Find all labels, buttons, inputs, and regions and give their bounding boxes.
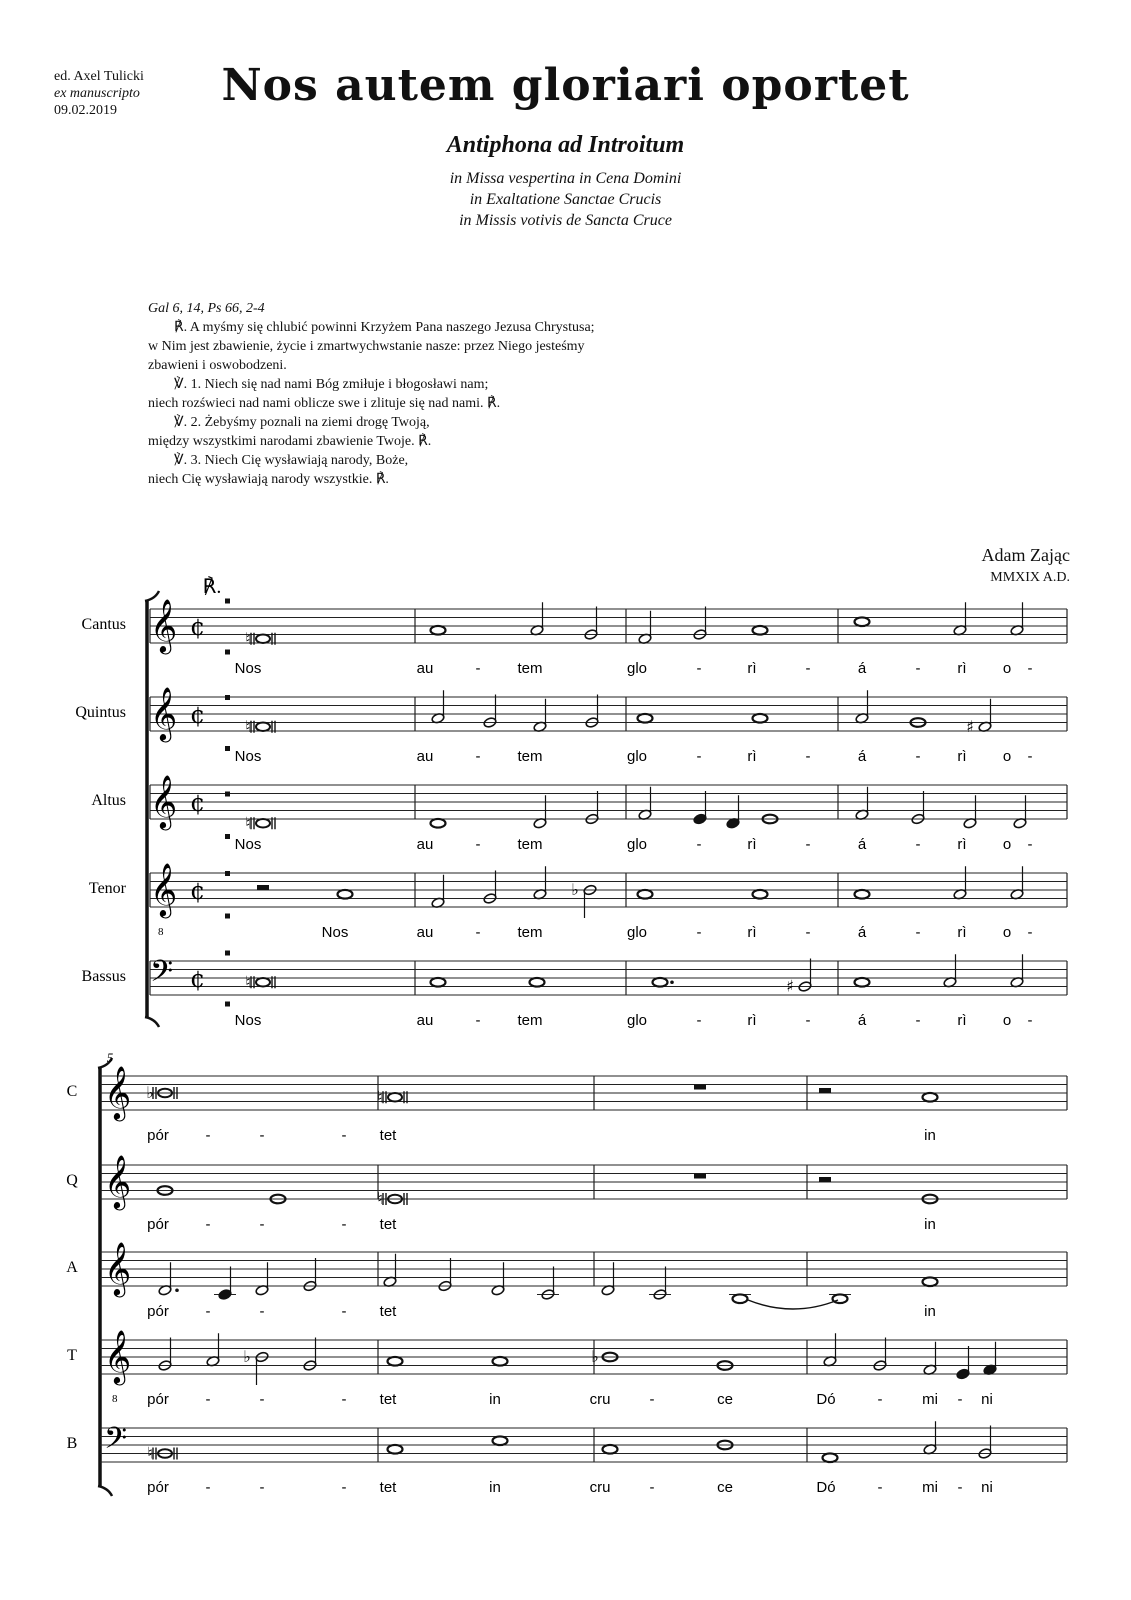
lyric-syllable: tet xyxy=(379,1303,397,1320)
voice-name: B xyxy=(66,1435,78,1452)
system-bracket xyxy=(98,1486,112,1496)
cut-time-icon: ¢ xyxy=(190,701,206,729)
lyric-syllable: glo xyxy=(626,924,648,941)
note xyxy=(601,1262,615,1296)
whole-rest xyxy=(694,1085,706,1090)
cut-time-icon: ¢ xyxy=(190,613,206,641)
system-bracket xyxy=(145,1017,159,1027)
lyric-syllable: - xyxy=(805,924,811,941)
note xyxy=(303,1258,317,1292)
voice-name: T xyxy=(67,1347,77,1364)
dot xyxy=(175,1288,179,1292)
lyric-syllable: glo xyxy=(626,748,648,765)
lyric-syllable: - xyxy=(957,1391,963,1408)
note xyxy=(855,890,870,899)
notehead xyxy=(855,617,870,626)
incipit-mark xyxy=(225,871,230,876)
note xyxy=(923,1421,937,1455)
lyric-syllable: pór xyxy=(147,1216,169,1233)
note xyxy=(855,978,870,987)
lyric-syllable: in xyxy=(489,1479,501,1496)
voice-name: C xyxy=(66,1083,78,1100)
dot xyxy=(670,980,674,984)
lyric-syllable: rì xyxy=(747,924,757,941)
lyric-syllable: - xyxy=(475,748,481,765)
lyric-syllable: o xyxy=(1002,836,1012,853)
lyric-syllable: pór xyxy=(147,1303,169,1320)
lyric-syllable: in xyxy=(489,1391,501,1408)
incipit-mark xyxy=(225,695,230,700)
lyric-syllable: - xyxy=(696,836,702,853)
lyric-syllable: au xyxy=(416,924,434,941)
notehead xyxy=(855,890,870,899)
treble-clef-icon: 𝄞 xyxy=(150,862,178,916)
lyric-syllable: ce xyxy=(717,1479,733,1496)
note xyxy=(431,978,446,987)
sharp-sign: ♮ xyxy=(377,1189,383,1208)
lyric-syllable: tet xyxy=(379,1127,397,1144)
lyric-syllable: au xyxy=(416,748,434,765)
note xyxy=(923,1277,938,1286)
translation-line: zbawieni i oswobodzeni. xyxy=(148,358,287,373)
note xyxy=(255,1262,269,1296)
lyric-syllable: - xyxy=(341,1479,347,1496)
note xyxy=(483,871,497,905)
treble-clef-icon: 𝄞 xyxy=(104,1154,132,1208)
note xyxy=(923,1093,938,1102)
note xyxy=(753,626,768,635)
lyric-syllable: in xyxy=(924,1127,936,1144)
note xyxy=(638,611,652,645)
note xyxy=(726,795,740,829)
lyric-syllable: cru xyxy=(589,1479,611,1496)
lyric-syllable: - xyxy=(696,660,702,677)
lyric-syllable: á xyxy=(857,748,867,765)
note xyxy=(383,1254,397,1288)
notehead xyxy=(753,714,768,723)
cut-time-icon: ¢ xyxy=(190,789,206,817)
note xyxy=(638,787,652,821)
lyric-syllable: - xyxy=(877,1479,883,1496)
lyric-syllable: - xyxy=(1027,660,1033,677)
lyric-syllable: - xyxy=(205,1127,211,1144)
bass-clef-icon: 𝄢 xyxy=(150,955,174,996)
lyric-syllable: tem xyxy=(517,924,543,941)
note xyxy=(956,1346,970,1380)
lyric-syllable: - xyxy=(915,660,921,677)
notehead xyxy=(388,1357,403,1366)
lyric-syllable: Nos xyxy=(234,1012,262,1029)
sharp-sign: ♮ xyxy=(245,716,251,736)
note xyxy=(855,617,870,626)
treble-clef-icon: 𝄞 xyxy=(104,1329,132,1383)
incipit-mark xyxy=(225,650,230,655)
lyric-syllable: - xyxy=(205,1216,211,1233)
note xyxy=(923,1342,937,1376)
lyric-syllable: - xyxy=(205,1303,211,1320)
edition-date: 09.02.2019 xyxy=(54,103,117,118)
notehead xyxy=(388,1093,402,1101)
lyric-syllable: rì xyxy=(747,836,757,853)
note xyxy=(431,626,446,635)
lyric-syllable: pór xyxy=(147,1479,169,1496)
translation-line: ℟. A myśmy się chlubić powinni Krzyżem Pana naszego Jezusa Chrystusa; xyxy=(174,320,595,335)
lyric-syllable: rì xyxy=(957,836,967,853)
note xyxy=(493,1436,508,1445)
translation-line: niech Cię wysławiają narody wszystkie. ℟. xyxy=(148,472,389,487)
tie xyxy=(748,1300,838,1309)
note xyxy=(377,1087,407,1106)
lyric-syllable: tem xyxy=(517,1012,543,1029)
lyric-syllable: tem xyxy=(517,660,543,677)
note xyxy=(431,819,446,828)
notehead xyxy=(923,1093,938,1102)
note xyxy=(533,795,547,829)
flat-sign: ♭ xyxy=(243,1347,251,1366)
treble-clef-icon: 𝄞 xyxy=(104,1065,132,1119)
lyric-syllable: - xyxy=(1027,748,1033,765)
note xyxy=(953,602,967,636)
lyric-syllable: - xyxy=(915,1012,921,1029)
note xyxy=(978,1426,992,1460)
lyric-syllable: rì xyxy=(957,660,967,677)
notehead xyxy=(603,1445,618,1454)
note xyxy=(943,954,957,988)
octave-eight: 8 xyxy=(112,1393,118,1405)
notehead xyxy=(388,1445,403,1454)
lyric-syllable: pór xyxy=(147,1391,169,1408)
note xyxy=(983,1342,997,1376)
note xyxy=(491,1262,505,1296)
page-title: Nos autem gloriari oportet xyxy=(221,60,910,111)
lyric-syllable: - xyxy=(259,1216,265,1233)
lyric-syllable: - xyxy=(205,1479,211,1496)
lyric-syllable: - xyxy=(475,660,481,677)
lyric-syllable: á xyxy=(857,836,867,853)
note xyxy=(911,791,925,825)
note xyxy=(873,1338,887,1372)
lyric-syllable: Nos xyxy=(321,924,349,941)
voice-name: Cantus xyxy=(81,616,126,633)
lyric-syllable: - xyxy=(475,836,481,853)
lyric-syllable: rì xyxy=(747,748,757,765)
incipit-mark xyxy=(225,792,230,797)
lyric-syllable: - xyxy=(259,1127,265,1144)
lyric-syllable: o xyxy=(1002,924,1012,941)
notehead xyxy=(338,890,353,899)
sharp-sign: ♮ xyxy=(245,972,251,992)
lyric-syllable: glo xyxy=(626,660,648,677)
notehead xyxy=(638,714,653,723)
note xyxy=(963,795,977,829)
editor-name: ed. Axel Tulicki xyxy=(54,69,144,84)
lyric-syllable: Dó xyxy=(816,1391,836,1408)
sharp-sign: ♯ xyxy=(786,976,794,996)
notehead xyxy=(256,819,270,827)
lyric-syllable: tet xyxy=(379,1479,397,1496)
incipit-mark xyxy=(225,746,230,751)
lyric-syllable: tet xyxy=(379,1216,397,1233)
lyric-syllable: - xyxy=(915,836,921,853)
lyric-syllable: - xyxy=(696,1012,702,1029)
lyric-syllable: - xyxy=(805,660,811,677)
lyric-syllable: rì xyxy=(747,1012,757,1029)
voice-name: Altus xyxy=(91,792,126,809)
incipit-mark xyxy=(225,834,230,839)
note xyxy=(823,1453,838,1462)
edition-source: ex manuscripto xyxy=(54,86,140,101)
lyric-syllable: glo xyxy=(626,836,648,853)
notehead xyxy=(638,890,653,899)
translation-line: między wszystkimi narodami zbawienie Twoje. ℟. xyxy=(148,434,432,449)
whole-rest xyxy=(694,1174,706,1179)
treble-clef-icon: 𝄞 xyxy=(104,1241,132,1295)
lyric-syllable: Nos xyxy=(234,836,262,853)
response-mark: ℟. xyxy=(202,576,222,598)
note xyxy=(1010,866,1024,900)
note xyxy=(753,714,768,723)
notehead xyxy=(855,978,870,987)
note xyxy=(693,607,707,641)
lyric-syllable: - xyxy=(915,924,921,941)
lyric-syllable: rì xyxy=(747,660,757,677)
sharp-sign: ♯ xyxy=(966,716,974,736)
note xyxy=(966,699,992,736)
notehead xyxy=(431,626,446,635)
half-rest xyxy=(257,885,269,890)
note xyxy=(245,629,275,648)
note xyxy=(493,1357,508,1366)
sharp-sign: ♮ xyxy=(245,813,251,833)
incipit-mark xyxy=(225,1002,230,1007)
notehead xyxy=(256,635,270,643)
lyric-syllable: pór xyxy=(147,1127,169,1144)
flat-sign: ♭ xyxy=(146,1083,154,1102)
treble-clef-icon: 𝄞 xyxy=(150,686,178,740)
note xyxy=(431,875,445,909)
note xyxy=(585,791,599,825)
lyric-syllable: au xyxy=(416,836,434,853)
lyric-syllable: - xyxy=(341,1391,347,1408)
translation-line: ℣. 2. Żebyśmy poznali na ziemi drogę Twoją, xyxy=(174,415,430,430)
sharp-sign: ♮ xyxy=(377,1087,383,1107)
notehead xyxy=(431,819,446,828)
lyric-syllable: - xyxy=(475,1012,481,1029)
lyric-syllable: tem xyxy=(517,748,543,765)
note xyxy=(158,1262,179,1296)
incipit-mark xyxy=(225,599,230,604)
note xyxy=(483,695,497,729)
lyric-syllable: - xyxy=(805,1012,811,1029)
voice-name: Tenor xyxy=(88,880,126,897)
note xyxy=(214,1267,236,1301)
voice-name: A xyxy=(66,1259,78,1276)
note xyxy=(855,787,869,821)
lyric-syllable: au xyxy=(416,660,434,677)
notehead xyxy=(530,978,545,987)
lyric-syllable: - xyxy=(341,1127,347,1144)
lyric-syllable: - xyxy=(805,836,811,853)
flat-sign: ♭ xyxy=(571,880,579,899)
treble-clef-icon: 𝄞 xyxy=(150,598,178,652)
lyric-syllable: mi xyxy=(922,1479,938,1496)
translation-line: niech rozświeci nad nami oblicze swe i zlituje się nad nami. ℟. xyxy=(148,396,501,411)
note xyxy=(1013,795,1027,829)
incipit-mark xyxy=(225,951,230,956)
notehead xyxy=(923,1277,938,1286)
note xyxy=(855,690,869,724)
incipit-mark xyxy=(225,914,230,919)
note xyxy=(953,866,967,900)
text-source: Gal 6, 14, Ps 66, 2-4 xyxy=(148,301,265,316)
note xyxy=(653,978,674,987)
note xyxy=(245,813,275,832)
note xyxy=(638,714,653,723)
lyric-syllable: - xyxy=(649,1479,655,1496)
lyric-syllable: au xyxy=(416,1012,434,1029)
treble-clef-icon: 𝄞 xyxy=(150,774,178,828)
subtitle: Antiphona ad Introitum xyxy=(446,132,685,158)
note xyxy=(388,1357,403,1366)
note xyxy=(753,890,768,899)
notehead xyxy=(753,626,768,635)
occasion-line: in Exaltatione Sanctae Crucis xyxy=(469,191,662,208)
lyric-syllable: - xyxy=(341,1303,347,1320)
lyric-syllable: mi xyxy=(922,1391,938,1408)
lyric-syllable: o xyxy=(1002,1012,1012,1029)
notehead xyxy=(733,1294,748,1303)
lyric-syllable: rì xyxy=(957,748,967,765)
note xyxy=(530,978,545,987)
lyric-syllable: rì xyxy=(957,924,967,941)
composer-name: Adam Zając xyxy=(981,545,1070,565)
notehead xyxy=(753,890,768,899)
lyric-syllable: - xyxy=(1027,836,1033,853)
lyric-syllable: tem xyxy=(517,836,543,853)
notehead xyxy=(823,1453,838,1462)
cut-time-icon: ¢ xyxy=(190,877,206,905)
lyric-syllable: ce xyxy=(717,1391,733,1408)
note xyxy=(649,1267,671,1301)
measure-number: 5 xyxy=(106,1050,114,1065)
notehead xyxy=(653,978,668,987)
note xyxy=(533,866,547,900)
lyric-syllable: á xyxy=(857,660,867,677)
lyric-syllable: - xyxy=(259,1391,265,1408)
occasion-line: in Missis votivis de Sancta Cruce xyxy=(459,212,672,229)
half-rest xyxy=(819,1177,831,1182)
note xyxy=(729,1294,751,1303)
flat-sign: ♭ xyxy=(591,1347,599,1366)
lyric-syllable: tet xyxy=(379,1391,397,1408)
lyric-syllable: - xyxy=(205,1391,211,1408)
voice-name: Quintus xyxy=(75,704,126,721)
bass-clef-icon: 𝄢 xyxy=(104,1422,128,1463)
lyric-syllable: Nos xyxy=(234,748,262,765)
note xyxy=(537,1267,559,1301)
note xyxy=(585,695,599,729)
lyric-syllable: - xyxy=(259,1303,265,1320)
voice-name: Bassus xyxy=(81,968,126,985)
lyric-syllable: - xyxy=(259,1479,265,1496)
sharp-sign: ♮ xyxy=(245,628,251,648)
lyric-syllable: ni xyxy=(981,1479,993,1496)
note xyxy=(584,607,598,641)
lyric-syllable: in xyxy=(924,1303,936,1320)
voice-name: Q xyxy=(66,1172,78,1189)
lyric-syllable: - xyxy=(1027,1012,1033,1029)
note xyxy=(638,890,653,899)
translation-line: ℣. 1. Niech się nad nami Bóg zmiłuje i błogosławi nam; xyxy=(174,377,489,392)
translation-line: w Nim jest zbawienie, życie i zmartwychwstanie nasze: przez Niego jesteśmy xyxy=(148,339,585,354)
note xyxy=(245,972,275,991)
note xyxy=(603,1445,618,1454)
lyric-syllable: á xyxy=(857,924,867,941)
note xyxy=(438,1258,452,1292)
notehead xyxy=(431,978,446,987)
lyric-syllable: o xyxy=(1002,748,1012,765)
note xyxy=(530,602,544,636)
lyric-syllable: glo xyxy=(626,1012,648,1029)
lyric-syllable: - xyxy=(877,1391,883,1408)
note xyxy=(823,1333,837,1367)
note xyxy=(338,890,353,899)
lyric-syllable: - xyxy=(1027,924,1033,941)
note xyxy=(158,1338,172,1372)
note xyxy=(533,699,547,733)
note xyxy=(1010,954,1024,988)
half-rest xyxy=(819,1088,831,1093)
cut-time-icon: ¢ xyxy=(190,965,206,993)
note xyxy=(388,1445,403,1454)
lyric-syllable: - xyxy=(915,748,921,765)
composition-date: MMXIX A.D. xyxy=(990,570,1070,585)
notehead xyxy=(833,1294,848,1303)
lyric-syllable: rì xyxy=(957,1012,967,1029)
lyric-syllable: - xyxy=(696,748,702,765)
lyric-syllable: - xyxy=(475,924,481,941)
lyric-syllable: - xyxy=(341,1216,347,1233)
lyric-syllable: - xyxy=(805,748,811,765)
note xyxy=(303,1338,317,1372)
note xyxy=(693,791,707,825)
lyric-syllable: - xyxy=(957,1479,963,1496)
note xyxy=(1010,602,1024,636)
note xyxy=(431,690,445,724)
notehead xyxy=(493,1436,508,1445)
sharp-sign: ♮ xyxy=(147,1443,153,1463)
note xyxy=(786,959,812,996)
occasion-line: in Missa vespertina in Cena Domini xyxy=(449,170,682,187)
lyric-syllable: Nos xyxy=(234,660,262,677)
note xyxy=(245,717,275,736)
lyric-syllable: ni xyxy=(981,1391,993,1408)
notehead xyxy=(493,1357,508,1366)
translation-line: ℣. 3. Niech Cię wysławiają narody, Boże, xyxy=(174,453,409,468)
lyric-syllable: - xyxy=(696,924,702,941)
lyric-syllable: Dó xyxy=(816,1479,836,1496)
lyric-syllable: á xyxy=(857,1012,867,1029)
note xyxy=(206,1333,220,1367)
notehead xyxy=(256,978,270,986)
lyric-syllable: - xyxy=(649,1391,655,1408)
octave-eight: 8 xyxy=(158,926,164,938)
notehead xyxy=(256,723,270,731)
lyric-syllable: cru xyxy=(589,1391,611,1408)
lyric-syllable: in xyxy=(924,1216,936,1233)
lyric-syllable: o xyxy=(1002,660,1012,677)
